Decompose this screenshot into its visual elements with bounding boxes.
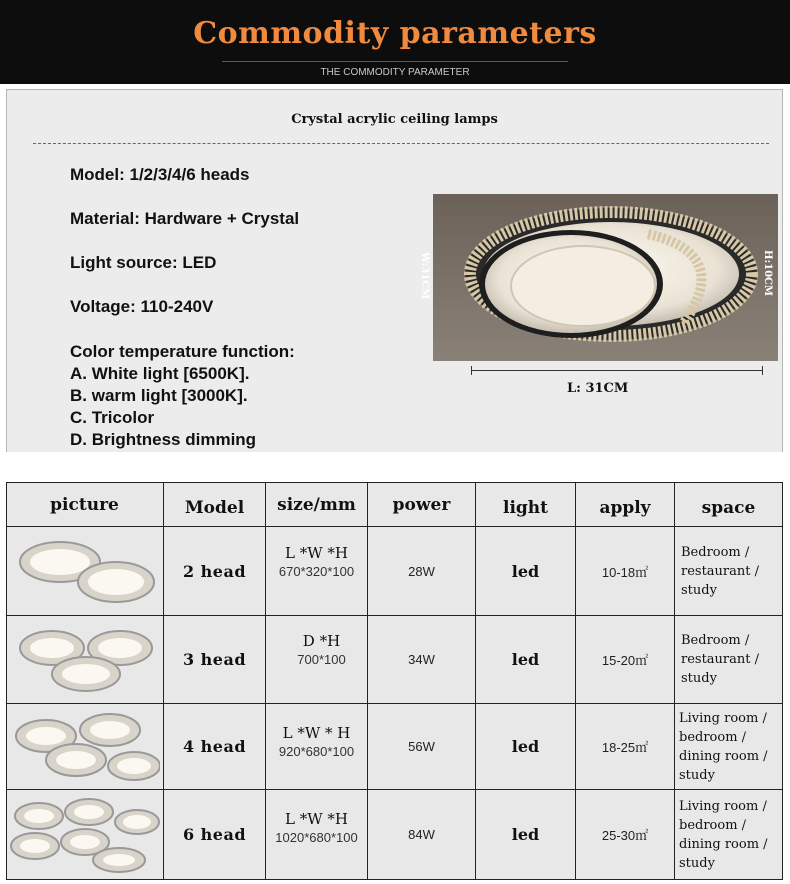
col-header-light: light xyxy=(502,497,548,518)
row-model: 2 head xyxy=(182,561,247,581)
col-header-space: space xyxy=(701,497,756,518)
row-space: Bedroom / restaurant / study xyxy=(681,633,759,686)
row-size xyxy=(276,632,367,667)
row-model: 4 head xyxy=(182,737,247,756)
row-power: 28W xyxy=(408,563,435,579)
lamp-3-head-thumbnail xyxy=(12,622,158,698)
product-title: Crystal acrylic ceiling lamps xyxy=(291,112,498,127)
col-header-apply: apply xyxy=(599,497,651,518)
size-dimension-value: 700*100 xyxy=(297,652,346,667)
color-temp-option: B. warm light [3000K]. xyxy=(70,386,248,405)
row-size xyxy=(266,724,367,759)
spec-table xyxy=(6,482,783,880)
size-dimension-value: 1020*680*100 xyxy=(275,830,358,845)
row-space: Living room / bedroom / dining room / study xyxy=(679,710,768,783)
row-apply-area: 15-20㎡ xyxy=(601,653,649,668)
table-border xyxy=(6,879,783,880)
row-size xyxy=(266,544,367,579)
lamp-4-head-thumbnail xyxy=(10,710,160,786)
product-photo xyxy=(433,194,778,361)
header-banner xyxy=(0,0,790,84)
size-dimension-value: 670*320*100 xyxy=(278,564,355,579)
size-dimension-label: L *W *H xyxy=(285,544,348,562)
row-power: 84W xyxy=(408,827,435,842)
row-light: led xyxy=(511,561,540,581)
row-power: 56W xyxy=(408,739,435,754)
row-model: 3 head xyxy=(182,650,247,669)
height-dimension: H:10CM xyxy=(762,250,773,297)
spec-light-source: Light source: LED xyxy=(70,253,217,272)
table-border xyxy=(6,482,7,880)
row-light: led xyxy=(511,825,540,844)
row-space: Bedroom / restaurant / study xyxy=(681,544,759,598)
length-dimension-line xyxy=(471,370,763,371)
spec-voltage: Voltage: 110-240V xyxy=(70,297,214,316)
spec-model: Model: 1/2/3/4/6 heads xyxy=(70,165,250,184)
size-dimension-label: L *W *H xyxy=(285,810,348,828)
width-dimension: W:31CM xyxy=(419,252,430,300)
lamp-6-head-thumbnail xyxy=(9,796,161,874)
color-temp-block xyxy=(70,341,295,451)
row-apply-area: 10-18㎡ xyxy=(601,564,649,580)
size-dimension-value: 920*680*100 xyxy=(278,744,355,759)
color-temp-heading: Color temperature function: xyxy=(70,342,295,361)
row-space: Living room / bedroom / dining room / study xyxy=(679,798,768,871)
color-temp-option: C. Tricolor xyxy=(70,408,155,427)
row-model: 6 head xyxy=(182,825,247,844)
row-light: led xyxy=(511,650,540,669)
length-dimension: L: 31CM xyxy=(567,381,629,396)
spec-material: Material: Hardware + Crystal xyxy=(70,209,300,228)
color-temp-option: A. White light [6500K]. xyxy=(70,364,250,383)
page-title: Commodity parameters xyxy=(193,16,597,51)
color-temp-option: D. Brightness dimming xyxy=(70,430,257,449)
row-light: led xyxy=(511,737,540,756)
col-header-picture: picture xyxy=(50,494,119,515)
row-apply-area: 18-25㎡ xyxy=(601,740,649,755)
panel-divider xyxy=(33,143,769,144)
lamp-illustration xyxy=(433,194,778,361)
col-header-model: Model xyxy=(184,497,245,518)
col-header-power: power xyxy=(392,494,451,515)
table-border xyxy=(782,482,783,880)
row-apply-area: 25-30㎡ xyxy=(601,828,649,843)
header-divider xyxy=(222,61,568,62)
row-power: 34W xyxy=(408,652,435,667)
page-subtitle: THE COMMODITY PARAMETER xyxy=(320,67,470,78)
col-header-size: size/mm xyxy=(277,494,356,515)
size-dimension-label: D *H xyxy=(302,632,341,650)
row-size xyxy=(266,810,367,845)
lamp-2-head-thumbnail xyxy=(12,534,158,610)
size-dimension-label: L *W * H xyxy=(282,724,351,742)
spec-panel xyxy=(6,89,783,452)
